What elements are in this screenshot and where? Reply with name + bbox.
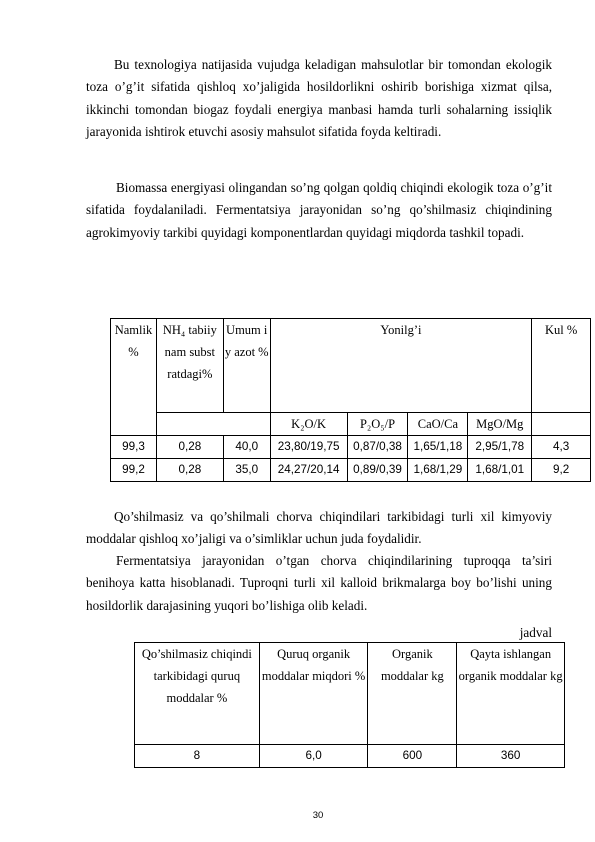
header-namlik: Namlik % bbox=[111, 319, 157, 436]
agrochemical-composition-table bbox=[110, 318, 591, 482]
table-row bbox=[111, 459, 591, 482]
cell-kul: 4,3 bbox=[532, 436, 591, 459]
paragraph-chemical-substances: Qo’shilmasiz va qo’shilmali chorva chiqindilari tarkibidagi turli xil kimyoviy moddalar qishloq xo’jaligi va o’simliklar uchun juda foydalidir. bbox=[86, 509, 552, 547]
paragraph-biomass-fertilizer: Biomassa energiyasi olingandan so’ng qolgan qoldiq chiqindi ekologik toza o’g’it sifatida foydalaniladi. Fermentatsiya jarayonidan so’ng qo’shilmasiz chiqindining agrokimyoviy tarkibi quyidagi komponentlardan quyidagi miqdorda tashkil topadi. bbox=[86, 180, 552, 240]
subheader-mgo: MgO/Mg bbox=[468, 413, 532, 436]
header-organic-kg: Organik moddalar kg bbox=[368, 643, 457, 745]
cell-cao: 1,68/1,29 bbox=[408, 459, 468, 482]
cell-namlik: 99,3 bbox=[111, 436, 157, 459]
page-number: 30 bbox=[312, 810, 324, 821]
jadval-label: jadval bbox=[519, 625, 552, 640]
header-nh4: NH₄ tabiiy nam subst ratdagi% bbox=[156, 319, 223, 413]
subheader-k2o: K₂O/K bbox=[270, 413, 347, 436]
cell-nh4: 0,28 bbox=[156, 436, 223, 459]
cell-umumiy-azot: 40,0 bbox=[223, 436, 270, 459]
header-umumiy-azot: Umum i y azot % bbox=[223, 319, 270, 413]
cell-cao: 1,65/1,18 bbox=[408, 436, 468, 459]
cell-nh4: 0,28 bbox=[156, 459, 223, 482]
header-empty-cell bbox=[156, 413, 270, 436]
header-dry-matter: Qo’shilmasiz chiqindi tarkibidagi quruq moddalar % bbox=[135, 643, 260, 745]
cell-namlik: 99,2 bbox=[111, 459, 157, 482]
organic-matter-table bbox=[134, 642, 565, 768]
subheader-p2o5: P₂O₅/P bbox=[347, 413, 408, 436]
cell-k2o: 23,80/19,75 bbox=[270, 436, 347, 459]
paragraph-soil-effect: Fermentatsiya jarayonidan o’tgan chorva chiqindilarining tuproqqa ta’siri benihoya katta hisoblanadi. Tuproqni turli xil kalloid brikmalarga boy bo’lishi uning hosildorlik darajasining yuqori bo’lishiga olib keladi. bbox=[86, 553, 552, 613]
cell-umumiy-azot: 35,0 bbox=[223, 459, 270, 482]
cell-p2o5: 0,87/0,38 bbox=[347, 436, 408, 459]
header-processed-organic: Qayta ishlangan organik moddalar kg bbox=[457, 643, 565, 745]
cell-mgo: 1,68/1,01 bbox=[468, 459, 532, 482]
cell-dry-organic: 6,0 bbox=[259, 745, 368, 768]
cell-dry-matter: 8 bbox=[135, 745, 260, 768]
cell-p2o5: 0,89/0,39 bbox=[347, 459, 408, 482]
header-kul: Kul % bbox=[532, 319, 591, 413]
header-empty-cell bbox=[532, 413, 591, 436]
table-row bbox=[111, 436, 591, 459]
cell-kul: 9,2 bbox=[532, 459, 591, 482]
subheader-cao: CaO/Ca bbox=[408, 413, 468, 436]
header-yonilgi: Yonilg’i bbox=[270, 319, 532, 413]
cell-k2o: 24,27/20,14 bbox=[270, 459, 347, 482]
cell-organic-kg: 600 bbox=[368, 745, 457, 768]
table-row bbox=[135, 745, 565, 768]
header-dry-organic: Quruq organik moddalar miqdori % bbox=[259, 643, 368, 745]
cell-processed-organic: 360 bbox=[457, 745, 565, 768]
cell-mgo: 2,95/1,78 bbox=[468, 436, 532, 459]
paragraph-technology-products: Bu texnologiya natijasida vujudga keladigan mahsulotlar bir tomondan ekologik toza o’g’it sifatida qishloq xo’jaligida hosildorlikni oshirib borishiga xizmat qilsa, ikkinchi tomondan biogaz foydali energiya manbasi hamda turli sohalarning issiqlik jarayonida ishtirok etuvchi asosiy mahsulot sifatida foyda keltiradi. bbox=[86, 57, 552, 139]
